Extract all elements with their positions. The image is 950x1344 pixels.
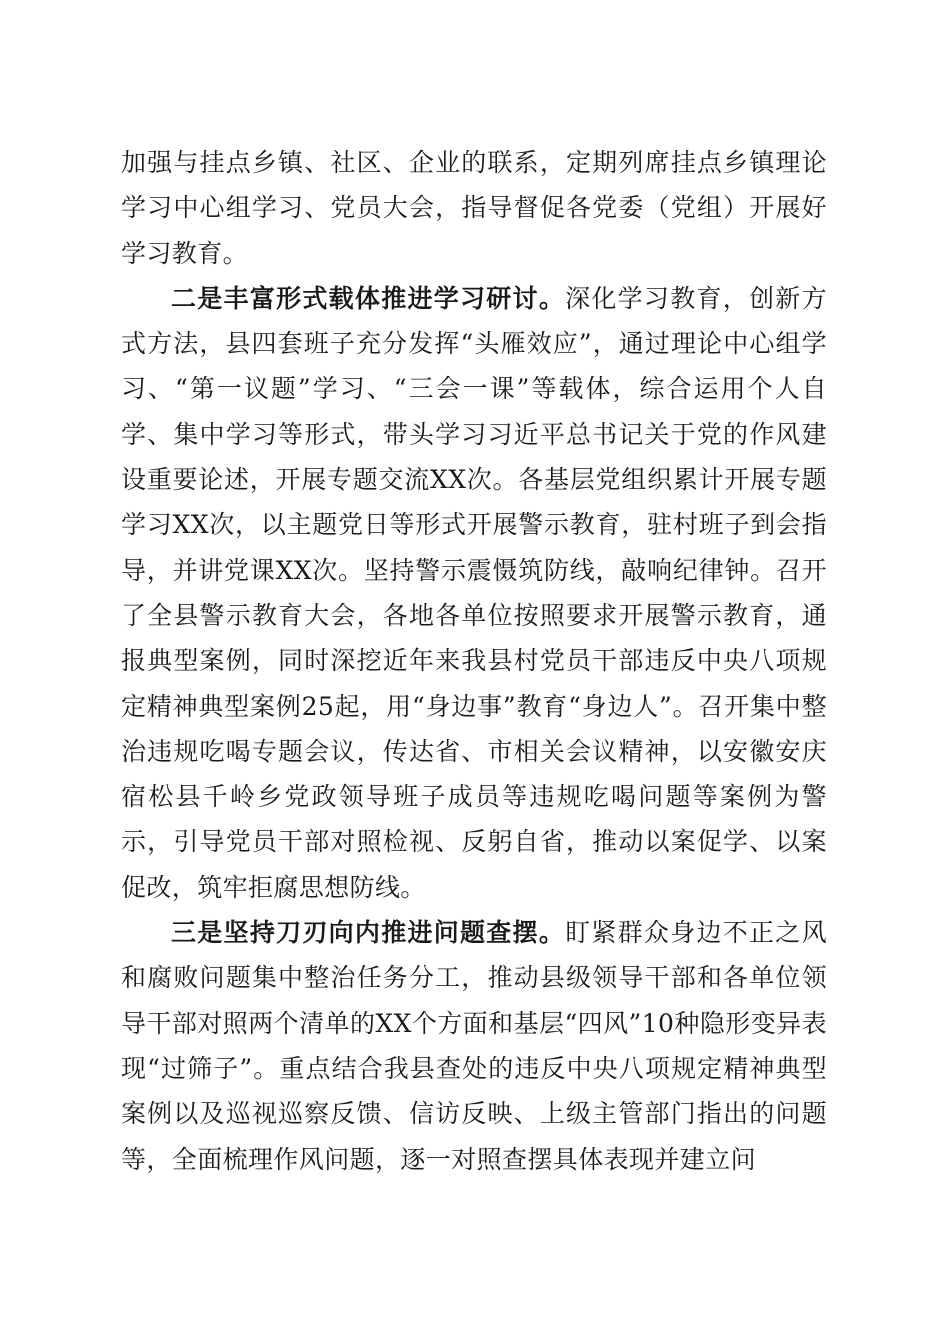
paragraph-lead-heading: 二是丰富形式载体推进学习研讨。 (171, 283, 566, 313)
document-body (121, 140, 827, 1182)
paragraph-body: 盯紧群众身边不正之风和腐败问题集中整治任务分工，推动县级领导干部和各单位领导干部对照两个清单的XX个方面和基层“四风”10种隐形变异表现“过筛子”。重点结合我县查处的违反中央八项规定精神典型案例以及巡视巡察反馈、信访反映、上级主管部门指出的问题等，全面梳理作风问题，逐一对照查摆具体表现并建立问 (121, 918, 827, 1174)
paragraph-problem-review (121, 910, 827, 1182)
paragraph-study-discussion (121, 276, 827, 910)
paragraph-continuation (121, 140, 827, 276)
paragraph-body: 深化学习教育，创新方式方法，县四套班子充分发挥“头雁效应”，通过理论中心组学习、“第一议题”学习、“三会一课”等载体，综合运用个人自学、集中学习等形式，带头学习习近平总书记关于党的作风建设重要论述，开展专题交流XX次。各基层党组织累计开展专题学习XX次，以主题党日等形式开展警示教育，驻村班子到会指导，并讲党课XX次。坚持警示震慑筑防线，敲响纪律钟。召开了全县警示教育大会，各地各单位按照要求开展警示教育，通报典型案例，同时深挖近年来我县村党员干部违反中央八项规定精神典型案例25起，用“身边事”教育“身边人”。召开集中整治违规吃喝专题会议，传达省、市相关会议精神，以安徽安庆宿松县千岭乡党政领导班子成员等违规吃喝问题等案例为警示，引导党员干部对照检视、反躬自省，推动以案促学、以案促改，筑牢拒腐思想防线。 (121, 283, 827, 902)
paragraph-body: 加强与挂点乡镇、社区、企业的联系，定期列席挂点乡镇理论学习中心组学习、党员大会，指导督促各党委（党组）开展好学习教育。 (121, 148, 827, 268)
paragraph-lead-heading: 三是坚持刀刃向内推进问题查摆。 (171, 918, 566, 948)
